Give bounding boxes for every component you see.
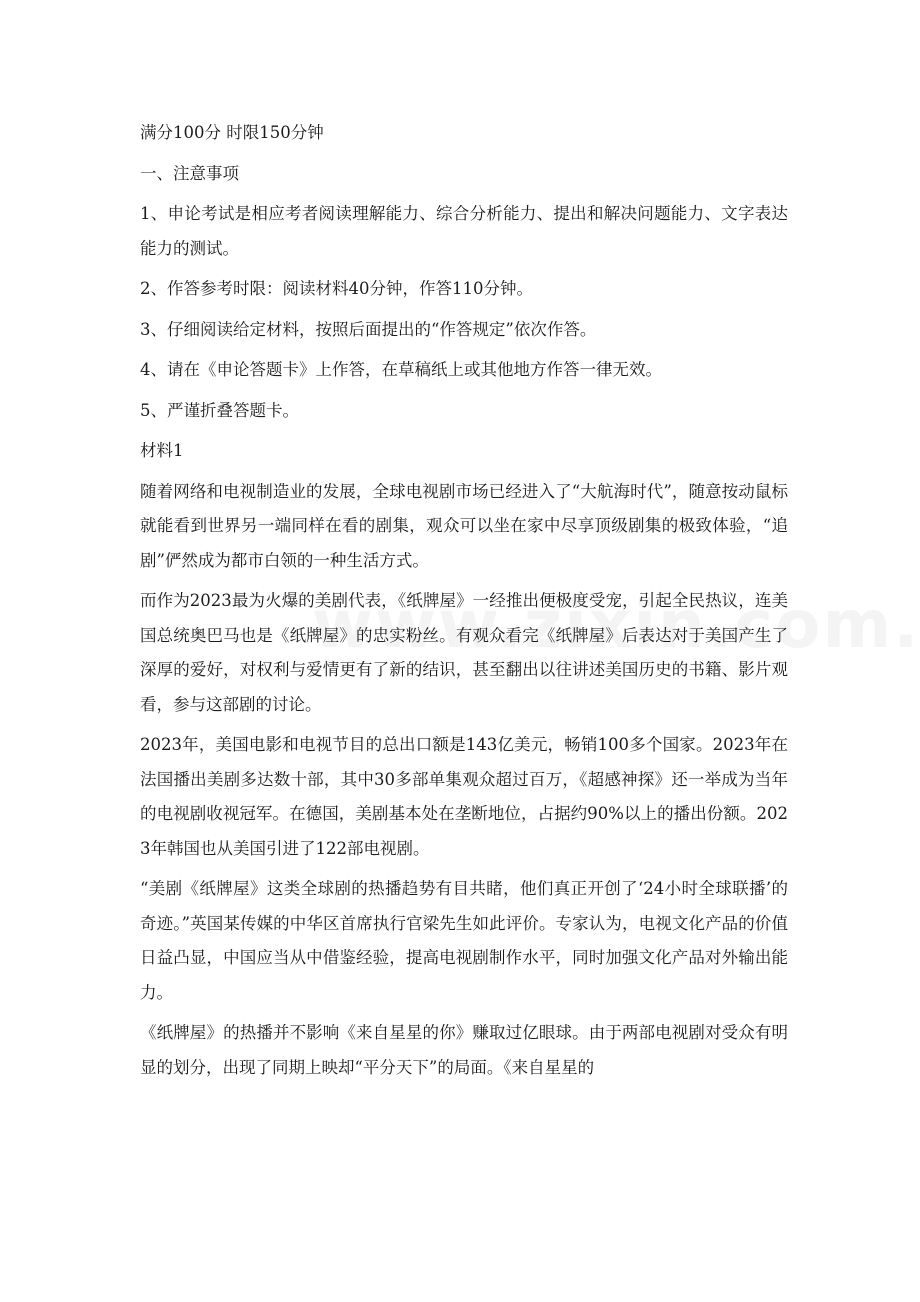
notice-item: 2、作答参考时限：阅读材料40分钟，作答110分钟。 <box>140 279 533 298</box>
document-body <box>140 116 788 1091</box>
material-paragraph: 而作为2023最为火爆的美剧代表，《纸牌屋》一经推出便极度受宠，引起全民热议，连美国总统奥巴马也是《纸牌屋》的忠实粉丝。有观众看完《纸牌屋》后表达对于美国产生了深厚的爱好，对权利与爱情更有了新的结识，甚至翻出以往讲述美国历史的书籍、影片观看，参与这部剧的讨论。 <box>140 591 788 714</box>
notice-item: 3、仔细阅读给定材料，按照后面提出的“作答规定”依次作答。 <box>140 319 597 339</box>
material-paragraph: “美剧《纸牌屋》这类全球剧的热播趋势有目共睹，他们真正开创了‘24小时全球联播’的奇迹。”英国某传媒的中华区首席执行官梁先生如此评价。专家认为，电视文化产品的价值日益凸显，中国应当从中借鉴经验，提高电视剧制作水平，同时加强文化产品对外输出能力。 <box>140 879 788 1002</box>
notice-item: 4、请在《申论答题卡》上作答，在草稿纸上或其他地方作答一律无效。 <box>140 360 662 379</box>
score-time-line: 满分100分 时限150分钟 <box>140 123 324 142</box>
material-paragraph: 随着网络和电视制造业的发展，全球电视剧市场已经进入了“大航海时代”，随意按动鼠标就能看到世界另一端同样在看的剧集，观众可以坐在家中尽享顶级剧集的极致体验，“追剧”俨然成为都市白领的一种生活方式。 <box>140 481 788 570</box>
notice-item: 1、申论考试是相应考者阅读理解能力、综合分析能力、提出和解决问题能力、文字表达能力的测试。 <box>140 204 788 258</box>
material-paragraph: 2023年，美国电影和电视节目的总出口额是143亿美元，畅销100多个国家。2023年在法国播出美剧多达数十部，其中30多部单集观众超过百万，《超感神探》还一举成为当年的电视剧收视冠军。在德国，美剧基本处在垄断地位，占据约90%以上的播出份额。2023年韩国也从美国引进了122部电视剧。 <box>140 735 788 858</box>
notice-title: 一、注意事项 <box>140 163 239 183</box>
notice-item: 5、严谨折叠答题卡。 <box>140 400 299 420</box>
material-title: 材料1 <box>140 441 184 460</box>
material-paragraph: 《纸牌屋》的热播并不影响《来自星星的你》赚取过亿眼球。由于两部电视剧对受众有明显的划分，出现了同期上映却“平分天下”的局面。《来自星星的 <box>140 1023 788 1077</box>
